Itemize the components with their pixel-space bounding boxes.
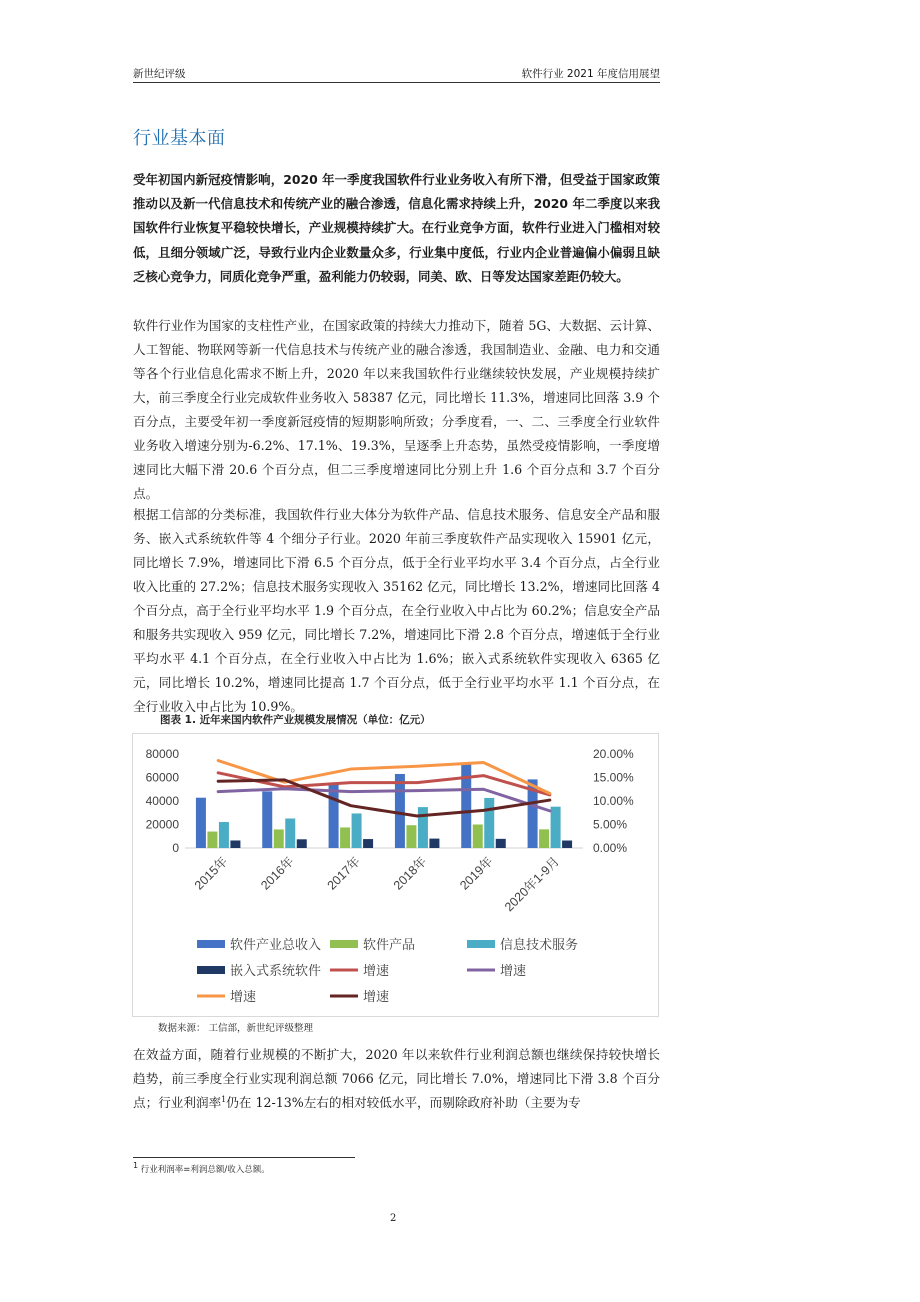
software-industry-chart [133, 734, 658, 1016]
bar-2-2 [352, 813, 362, 848]
legend-swatch-3 [197, 966, 225, 974]
legend-label-6: 增速 [230, 990, 257, 1005]
body-paragraph-3 [133, 1043, 660, 1115]
bar-3-0 [230, 840, 240, 848]
footnote-text: 行业利润率=利润总额/收入总额。 [140, 1165, 270, 1175]
y-right-tick-label: 20.00% [593, 747, 634, 761]
bar-3-1 [297, 839, 307, 848]
bar-2-5 [551, 807, 561, 848]
x-tick-label: 2018年 [390, 854, 430, 893]
bar-0-3 [395, 774, 405, 848]
bar-1-2 [340, 827, 350, 848]
footnote-mark: 1 [133, 1161, 139, 1171]
bar-1-1 [274, 829, 284, 848]
legend-swatch-2 [467, 940, 495, 948]
bar-3-4 [496, 839, 506, 848]
bar-3-5 [562, 841, 572, 848]
page-header [133, 66, 660, 83]
bar-1-3 [406, 825, 416, 848]
y-left-tick-label: 40000 [145, 794, 179, 808]
summary-paragraph: 受年初国内新冠疫情影响，2020 年一季度我国软件行业业务收入有所下滑，但受益于国家政策推动以及新一代信息技术和传统产业的融合渗透，信息化需求持续上升，2020 年二季度以来我国软件行业恢复平稳较快增长，产业规模持续扩大。在行业竞争方面，软件行业进入门槛相对较低，且细分领域广泛，导致行业内企业数量众多，行业集中度低，行业内企业普遍偏小偏弱且缺乏核心竞争力，同质化竞争严重，盈利能力仍较弱，同美、欧、日等发达国家差距仍较大。 [133, 172, 660, 284]
bar-1-0 [207, 832, 217, 848]
footnote-ref: 1 [221, 1094, 227, 1104]
legend-swatch-1 [330, 940, 358, 948]
bar-2-1 [285, 819, 295, 848]
bar-3-3 [429, 839, 439, 848]
bar-2-3 [418, 807, 428, 848]
x-tick-label: 2015年 [191, 854, 231, 893]
legend-label-4: 增速 [363, 964, 390, 979]
y-left-tick-label: 80000 [145, 747, 179, 761]
bar-1-5 [539, 829, 549, 848]
bar-0-0 [196, 798, 206, 848]
footnote-divider [133, 1157, 355, 1158]
bar-0-1 [262, 791, 272, 848]
body-paragraph-2: 根据工信部的分类标准，我国软件行业大体分为软件产品、信息技术服务、信息安全产品和服务、嵌入式系统软件等 4 个细分子行业。2020 年前三季度软件产品实现收入 15901 亿元，同比增长 7.9%，增速同比下滑 6.5 个百分点，低于全行业平均水平 3.4 个百分点，占全行业收入比重的 27.2%；信息技术服务实现收入 35162 亿元，同比增长 13.2%，增速同比回落 4 个百分点，高于全行业平均水平 1.9 个百分点，在全行业收入中占比为 60.2%；信息安全产品和服务共实现收入 959 亿元，同比增长 7.2%，增速同比下滑 2.8 个百分点，增速低于全行业平均水平 4.1 个百分点，在全行业收入中占比为 1.6%；嵌入式系统软件实现收入 6365 亿元，同比增长 10.2%，增速同比提高 1.7 个百分点，低于全行业平均水平 1.1 个百分点，在全行业收入中占比为 10.9%。 [133, 507, 660, 714]
legend-label-3: 嵌入式系统软件 [230, 964, 322, 979]
legend-label-2: 信息技术服务 [500, 938, 579, 953]
footnote [133, 1163, 270, 1175]
legend-label-1: 软件产品 [363, 938, 416, 953]
body-paragraph-1: 软件行业作为国家的支柱性产业，在国家政策的持续大力推动下，随着 5G、大数据、云计算、人工智能、物联网等新一代信息技术与传统产业的融合渗透，我国制造业、金融、电力和交通等各个行业信息化需求不断上升，2020 年以来我国软件行业继续较快发展，产业规模持续扩大，前三季度全行业完成软件业务收入 58387 亿元，同比增长 11.3%，增速同比回落 3.9 个百分点，主要受年初一季度新冠疫情的短期影响所致；分季度看，一、二、三季度全行业软件业务收入增速分别为-6.2%、17.1%、19.3%，呈逐季上升态势，虽然受疫情影响，一季度增速同比大幅下滑 20.6 个百分点，但二三季度增速同比分别上升 1.6 个百分点和 3.7 个百分点。 [133, 318, 660, 501]
y-left-tick-label: 0 [172, 841, 179, 855]
bar-3-2 [363, 839, 373, 848]
y-right-tick-label: 0.00% [593, 841, 628, 855]
page-number: 2 [390, 1213, 397, 1224]
source-note: 数据来源： 工信部，新世纪评级整理 [158, 1023, 314, 1034]
y-left-tick-label: 60000 [145, 770, 179, 785]
bar-2-4 [484, 798, 494, 848]
bar-0-2 [329, 783, 339, 848]
y-right-tick-label: 5.00% [593, 817, 628, 832]
chart-container [132, 733, 659, 1017]
y-right-tick-label: 10.00% [593, 794, 634, 808]
figure-caption: 图表 1. 近年来国内软件产业规模发展情况（单位：亿元） [160, 714, 431, 726]
bar-1-4 [473, 825, 483, 849]
x-tick-label: 2019年 [457, 854, 496, 893]
x-tick-label: 2017年 [324, 854, 363, 893]
p3-text-a: 在效益方面，随着行业规模的不断扩大，2020 年以来软件行业利润总额也继续保持较快增长趋势，前三季度全行业实现利润总额 7066 亿元，同比增长 7.0%，增速同比下滑 3.8 个百分点；行业利润率 [133, 1047, 660, 1110]
y-left-tick-label: 20000 [145, 817, 179, 832]
bar-2-0 [219, 822, 229, 848]
legend-swatch-0 [197, 940, 225, 948]
y-right-tick-label: 15.00% [593, 770, 634, 785]
legend-label-5: 增速 [500, 964, 527, 979]
x-tick-label: 2020年1-9月 [501, 854, 562, 915]
legend-label-7: 增速 [363, 990, 390, 1005]
header-left: 新世纪评级 [133, 68, 186, 80]
header-right: 软件行业 2021 年度信用展望 [521, 68, 660, 80]
legend-label-0: 软件产业总收入 [230, 938, 322, 953]
x-tick-label: 2016年 [258, 854, 297, 893]
section-title: 行业基本面 [133, 128, 226, 149]
p3-text-b: 仍在 12-13%左右的相对较低水平，而剔除政府补助（主要为专 [226, 1095, 581, 1110]
